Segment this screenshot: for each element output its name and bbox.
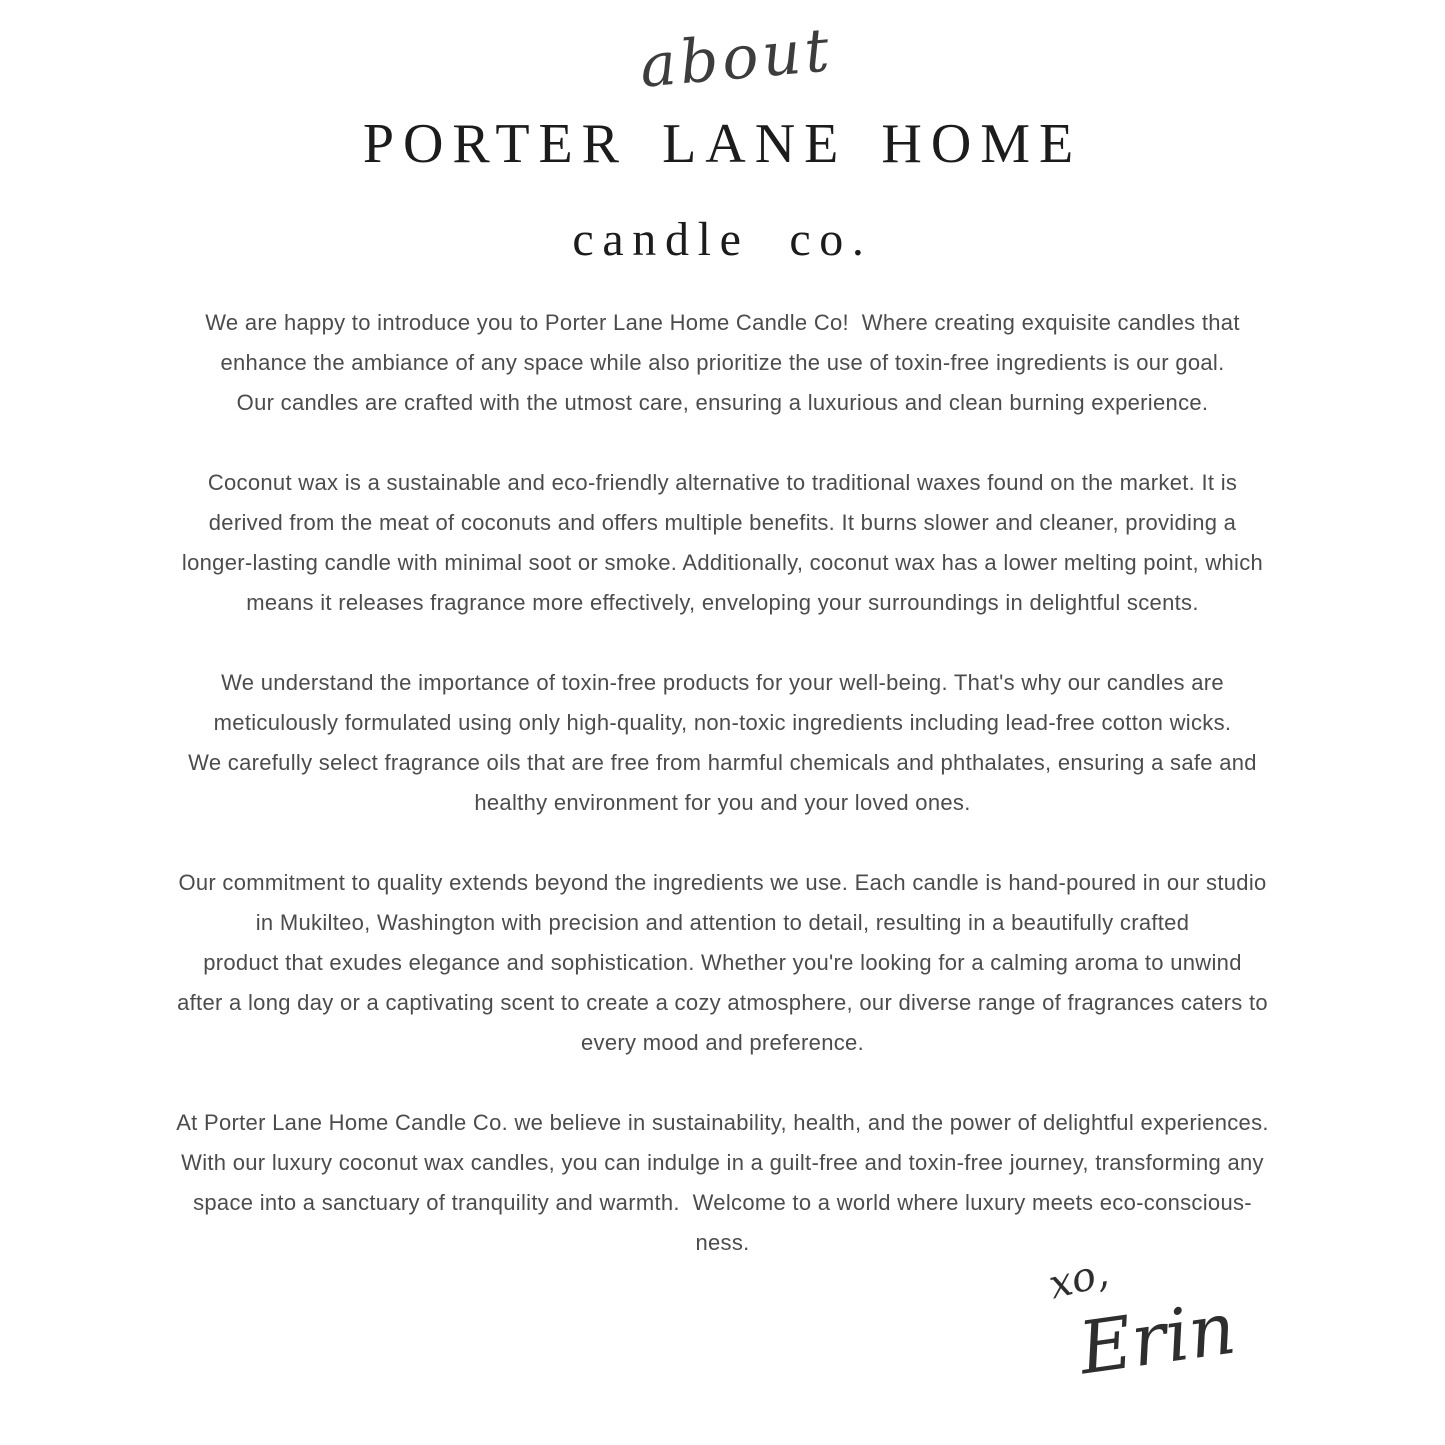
text-line: product that exudes elegance and sophistication. Whether you're looking for a calming aroma to unwind [203, 950, 1242, 975]
text-line: healthy environment for you and your loved ones. [474, 790, 971, 815]
text-line: Our candles are crafted with the utmost care, ensuring a luxurious and clean burning experience. [236, 390, 1209, 415]
body-text [0, 303, 1445, 1303]
signature-name: Erin [1073, 1285, 1241, 1391]
text-line: derived from the meat of coconuts and offers multiple benefits. It burns slower and cleaner, providing a [208, 510, 1237, 535]
text-line: We carefully select fragrance oils that are free from harmful chemicals and phthalates, ensuring a safe and [188, 750, 1257, 775]
paragraph [0, 1103, 1445, 1263]
text-line: space into a sanctuary of tranquility and warmth. Welcome to a world where luxury meets eco-conscious- [193, 1190, 1252, 1215]
text-line: ness. [695, 1230, 750, 1255]
text-line: At Porter Lane Home Candle Co. we believe in sustainability, health, and the power of delightful experiences. [176, 1110, 1269, 1135]
text-line: Our commitment to quality extends beyond the ingredients we use. Each candle is hand-poured in our studio [178, 870, 1267, 895]
text-line: Coconut wax is a sustainable and eco-friendly alternative to traditional waxes found on the market. It is [207, 470, 1238, 495]
text-line: every mood and preference. [581, 1030, 864, 1055]
text-line: means it releases fragrance more effectively, enveloping your surroundings in delightful scents. [246, 590, 1199, 615]
paragraph [0, 863, 1445, 1063]
text-line: after a long day or a captivating scent to create a cozy atmosphere, our diverse range of fragrances caters to [177, 990, 1268, 1015]
paragraph [0, 303, 1445, 423]
text-line: enhance the ambiance of any space while also prioritize the use of toxin-free ingredients is our goal. [220, 350, 1225, 375]
brand-name-heading: PORTER LANE HOME [362, 113, 1083, 175]
paragraph [0, 463, 1445, 623]
text-line: We are happy to introduce you to Porter Lane Home Candle Co! Where creating exquisite candles that [205, 310, 1240, 335]
about-script-heading: about [637, 15, 836, 102]
signature-closing: xo, [1044, 1249, 1114, 1309]
text-line: meticulously formulated using only high-quality, non-toxic ingredients including lead-free cotton wicks. [213, 710, 1232, 735]
paragraph [0, 663, 1445, 823]
text-line: We understand the importance of toxin-free products for your well-being. That's why our candles are [221, 670, 1224, 695]
text-line: With our luxury coconut wax candles, you can indulge in a guilt-free and toxin-free journey, transforming any [181, 1150, 1264, 1175]
text-line: longer-lasting candle with minimal soot or smoke. Additionally, coconut wax has a lower melting point, which [181, 550, 1264, 575]
text-line: in Mukilteo, Washington with precision and attention to detail, resulting in a beautifully crafted [255, 910, 1190, 935]
signature-block [1015, 1250, 1335, 1435]
brand-subtitle-heading: candle co. [572, 213, 873, 266]
